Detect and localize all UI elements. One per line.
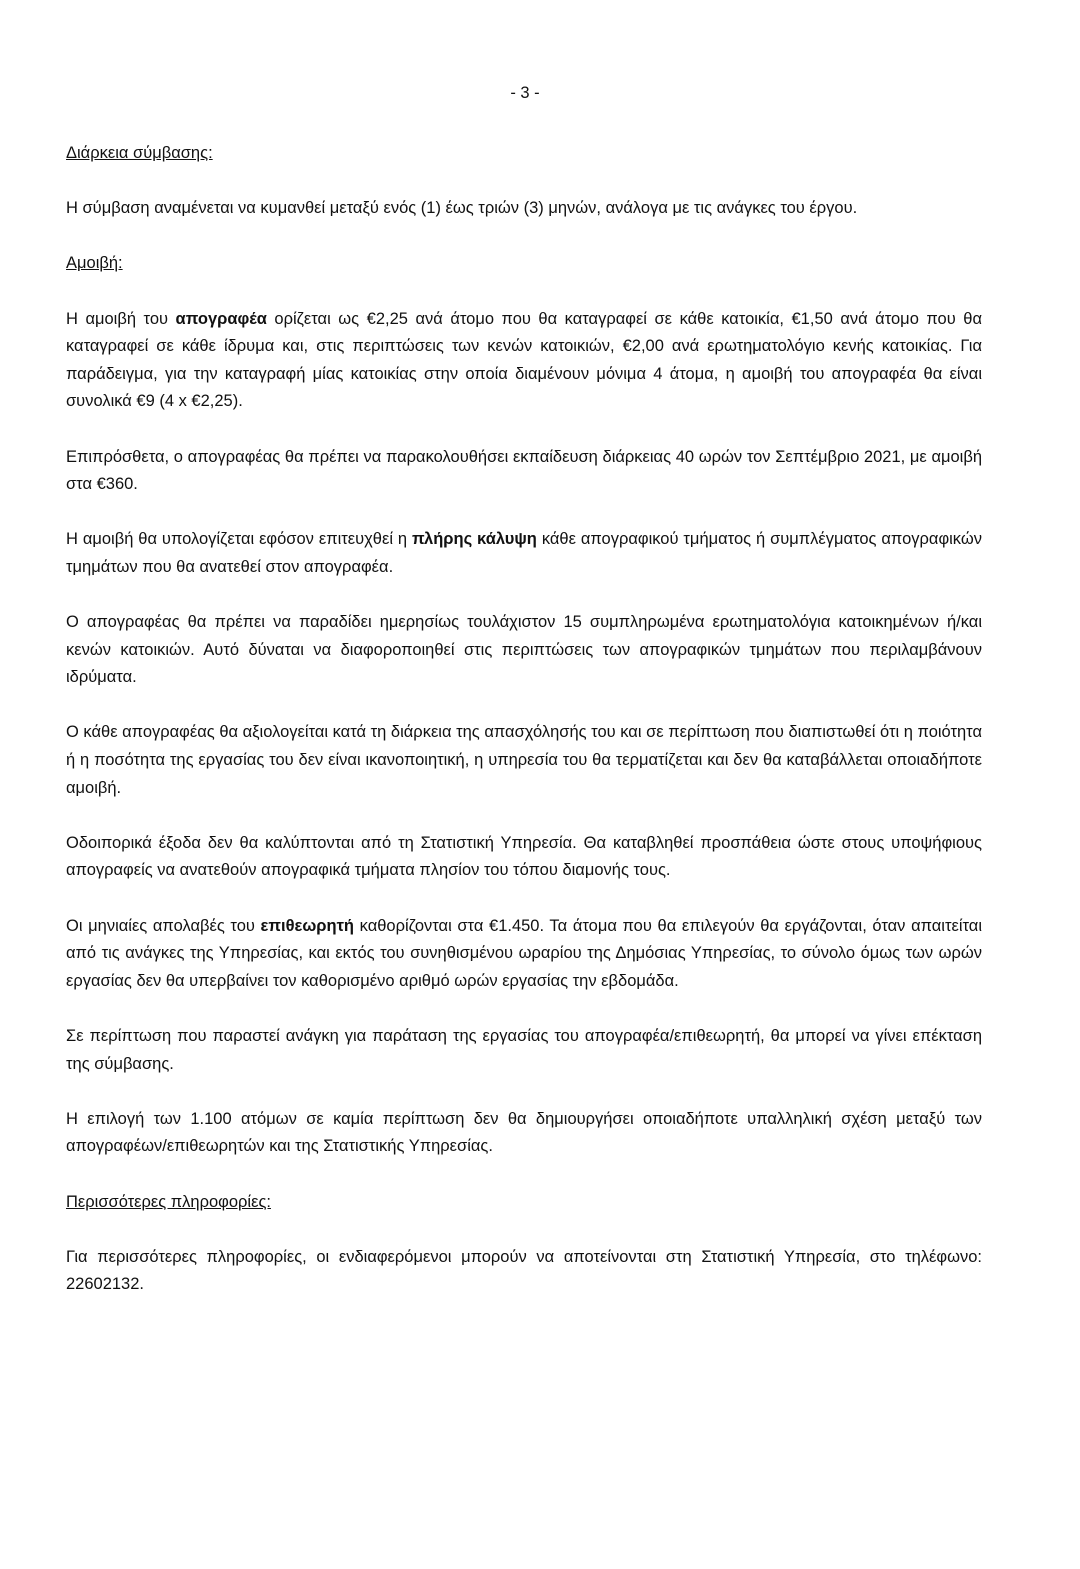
text: Η αμοιβή του xyxy=(66,309,176,328)
text: ορίζεται ως €2,25 ανά άτομο που θα καταγραφεί σε κάθε κατοικία, €1,50 ανά άτομο που θα καταγραφεί σε κάθε ίδρυμα και, στις περιπτώσεις των κενών κατοικιών, €2,00 ανά ερωτηματολόγιο κενής κατοικίας. Για παράδειγμα, για την καταγραφή μίας κατοικίας στην οποία διαμένουν μόνιμα 4 άτομα, η αμοιβή του απογραφέα θα είναι συνολικά €9 (4 x €2,25). xyxy=(66,309,982,411)
section-heading-pay: Αμοιβή: xyxy=(66,254,123,273)
paragraph: Η σύμβαση αναμένεται να κυμανθεί μεταξύ ενός (1) έως τριών (3) μηνών, ανάλογα με τις ανάγκες του έργου. xyxy=(66,199,858,218)
text: καθορίζονται στα €1.450. Τα άτομα που θα επιλεγούν θα εργάζονται, όταν απαιτείται από τις ανάγκες της Υπηρεσίας, και εκτός του συνηθισμένου ωραρίου της Δημόσιας Υπηρεσίας, το σύνολο όμως των ωρών εργασίας δεν θα υπερβαίνει τον καθορισμένο αριθμό ωρών εργασίας την εβδομάδα. xyxy=(66,916,982,990)
paragraph: Ο κάθε απογραφέας θα αξιολογείται κατά τη διάρκεια της απασχόλησής του και σε περίπτωση που διαπιστωθεί ότι η ποιότητα ή η ποσότητα της εργασίας του δεν είναι ικανοποιητική, η υπηρεσία του θα τερματίζεται και δεν θα καταβάλλεται οποιαδήποτε αμοιβή. xyxy=(66,723,982,797)
paragraph xyxy=(66,306,982,416)
text: Η αμοιβή θα υπολογίζεται εφόσον επιτευχθεί η xyxy=(66,530,412,549)
paragraph: Οδοιπορικά έξοδα δεν θα καλύπτονται από τη Στατιστική Υπηρεσία. Θα καταβληθεί προσπάθεια ώστε στους υποψήφιους απογραφείς να ανατεθούν απογραφικά τμήματα πλησίον του τόπου διαμονής τους. xyxy=(66,833,982,880)
page-number: - 3 - xyxy=(510,84,540,102)
section-heading-duration: Διάρκεια σύμβασης: xyxy=(66,144,213,162)
bold-text: απογραφέα xyxy=(175,309,267,328)
paragraph xyxy=(66,913,982,996)
paragraph: Σε περίπτωση που παραστεί ανάγκη για παράταση της εργασίας του απογραφέα/επιθεωρητή, θα μπορεί να γίνει επέκταση της σύμβασης. xyxy=(66,1027,982,1073)
paragraph: Ο απογραφέας θα πρέπει να παραδίδει ημερησίως τουλάχιστον 15 συμπληρωμένα ερωτηματολόγια κατοικημένων ή/και κενών κατοικιών. Αυτό δύναται να διαφοροποιηθεί στις περιπτώσεις των απογραφικών τμημάτων που περιλαμβάνουν ιδρύματα. xyxy=(66,613,982,687)
document-body xyxy=(66,140,982,1299)
paragraph: Επιπρόσθετα, ο απογραφέας θα πρέπει να παρακολουθήσει εκπαίδευση διάρκειας 40 ωρών τον Σεπτέμβριο 2021, με αμοιβή στα €360. xyxy=(66,447,982,494)
text: Οι μηνιαίες απολαβές του xyxy=(66,916,261,935)
paragraph: Για περισσότερες πληροφορίες, οι ενδιαφερόμενοι μπορούν να αποτείνονται στη Στατιστική Υπηρεσία, στο τηλέφωνο: 22602132. xyxy=(66,1247,982,1294)
paragraph: Η επιλογή των 1.100 ατόμων σε καμία περίπτωση δεν θα δημιουργήσει οποιαδήποτε υπαλληλική σχέση μεταξύ των απογραφέων/επιθεωρητών και της Στατιστικής Υπηρεσίας. xyxy=(66,1109,982,1156)
section-heading-info: Περισσότερες πληροφορίες: xyxy=(66,1192,271,1211)
paragraph xyxy=(66,526,982,581)
text: κάθε απογραφικού τμήματος ή συμπλέγματος απογραφικών τμημάτων που θα ανατεθεί στον απογραφέα. xyxy=(66,530,982,576)
bold-text: επιθεωρητή xyxy=(260,916,355,935)
bold-text: πλήρης κάλυψη xyxy=(412,530,537,549)
